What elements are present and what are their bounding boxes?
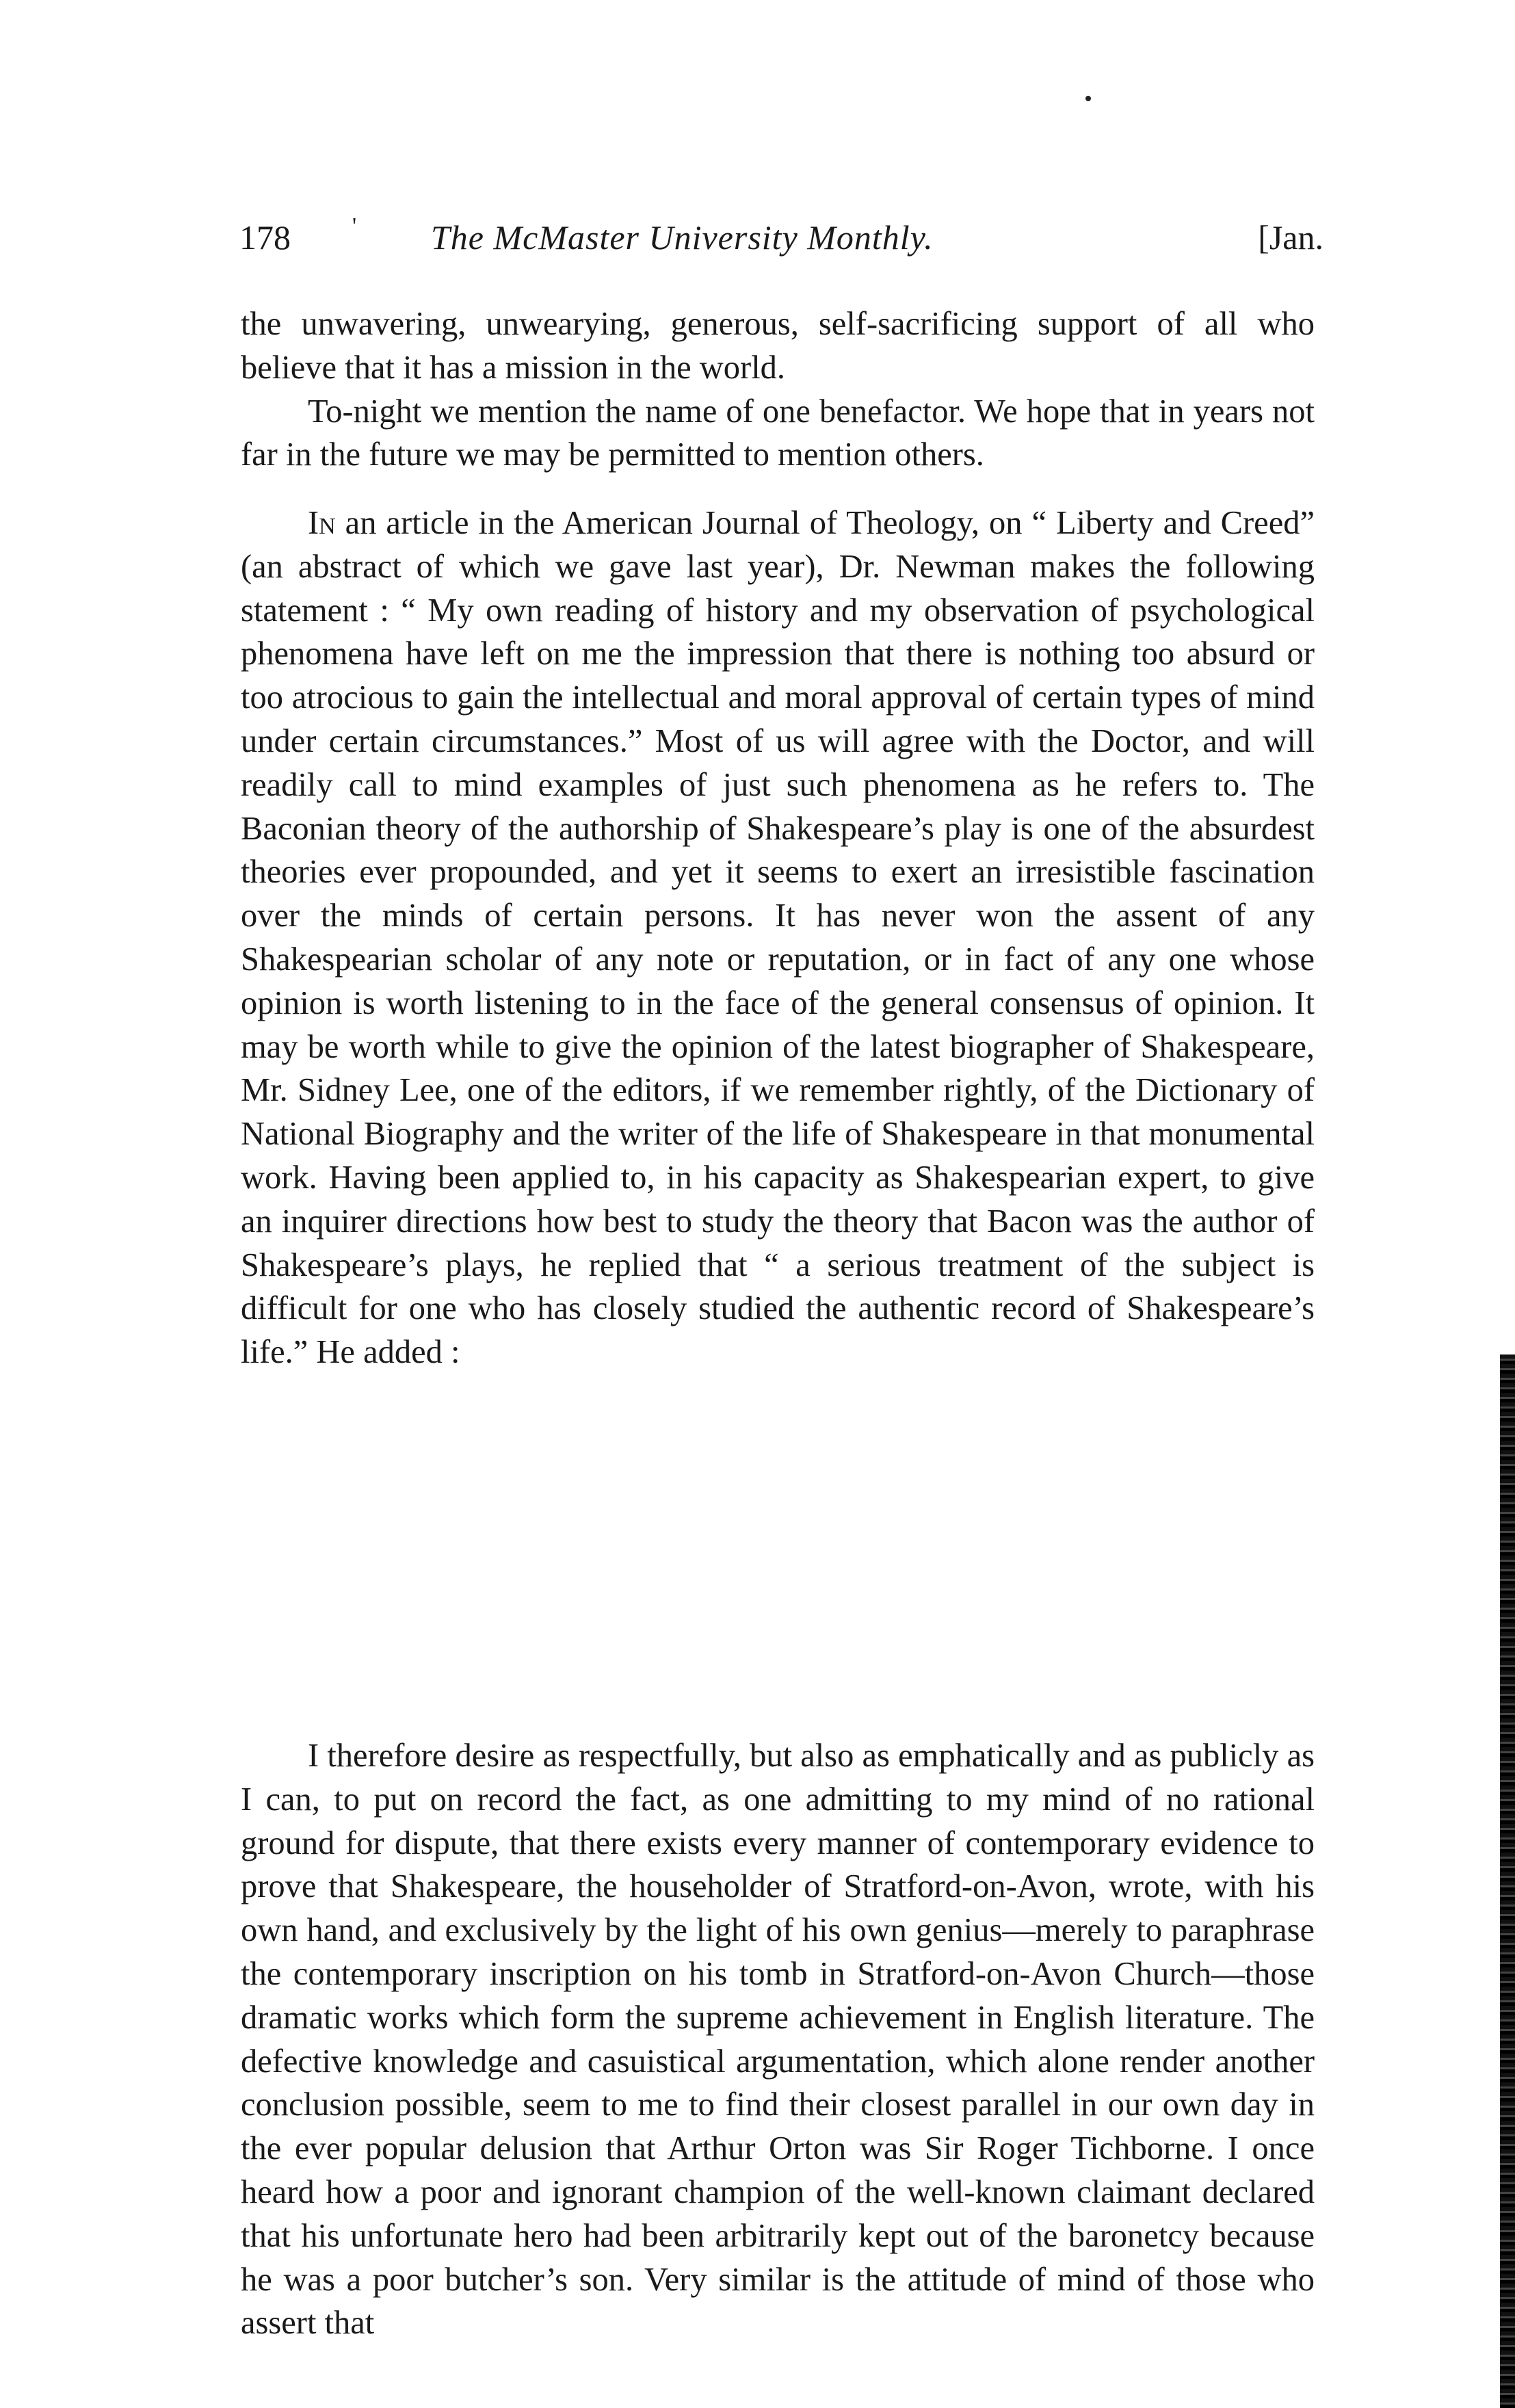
opening-paragraphs [241, 302, 1315, 477]
scan-edge-border [1500, 1354, 1515, 2408]
issue-date: [Jan. [1258, 218, 1323, 257]
running-head [239, 213, 1323, 265]
ink-speck [1085, 96, 1091, 101]
paragraph-baconian-theory [241, 501, 1315, 1374]
tick-mark: ' [352, 213, 357, 239]
article-paragraph [241, 501, 1315, 1374]
paragraph-continued: the unwavering, unwearying, generous, self-sacrificing support of all who believe that it has a mission in the world. [241, 306, 1315, 386]
drop-word: In [308, 505, 336, 541]
paragraph-benefactor: To-night we mention the name of one benefactor. We hope that in years not far in the future we may be permitted to mention others. [241, 393, 1315, 473]
paragraph-quotation: I therefore desire as respectfully, but also as emphatically and as publicly as I can, to put on record the fact, as one admitting to my mind of no rational ground for dispute, that there exists every manner of contemporary evidence to prove that Shakespeare, the householder of Stratford-on-Avon, wrote, with his own hand, and exclusively by the light of his own genius—merely to paraphrase the contemporary inscription on his tomb in Stratford-on-Avon Church—those dramatic works which form the supreme achievement in English literature. The defective knowledge and casuistical argumentation, which alone render another conclusion possible, seem to me to find their closest parallel in our own day in the ever popular delusion that Arthur Orton was Sir Roger Tichborne. I once heard how a poor and ignorant champion of the well-known claimant declared that his unfortunate hero had been arbitrarily kept out of the baronetcy because he was a poor butcher’s son. Very similar is the attitude of mind of those who assert that [241, 1738, 1315, 2342]
journal-title: The McMaster University Monthly. [431, 218, 934, 257]
quoted-paragraph [241, 1734, 1315, 2345]
page-number: 178 [239, 218, 291, 257]
paragraph-text: an article in the American Journal of Theology, on “ Liberty and Creed” (an abstract of which we gave last year), Dr. Newman makes the following statement : “ My own reading of history and my observation of psychological phenomena have left on me the impression that there is nothing too absurd or too atrocious to gain the intellectual and moral approval of certain types of mind under certain circumstances.” Most of us will agree with the Doctor, and will readily call to mind examples of just such phenomena as he refers to. The Baconian theory of the authorship of Shakespeare’s play is one of the absurdest theories ever propounded, and yet it seems to exert an irresistible fascination over the minds of certain persons. It has never won the assent of any Shakespearian scholar of any note or reputation, or in fact of any one whose opinion is worth listening to in the face of the general consensus of opinion. It may be worth while to give the opinion of the latest biographer of Shakespeare, Mr. Sidney Lee, one of the editors, if we remember rightly, of the Dictionary of National Biography and the writer of the life of Shakespeare in that monumental work. Having been applied to, in his capacity as Shakespearian expert, to give an inquirer directions how best to study the theory that Bacon was the author of Shakespeare’s plays, he replied that “ a serious treatment of the subject is difficult for one who has closely studied the authentic record of Shakespeare’s life.” He added : [241, 505, 1315, 1371]
